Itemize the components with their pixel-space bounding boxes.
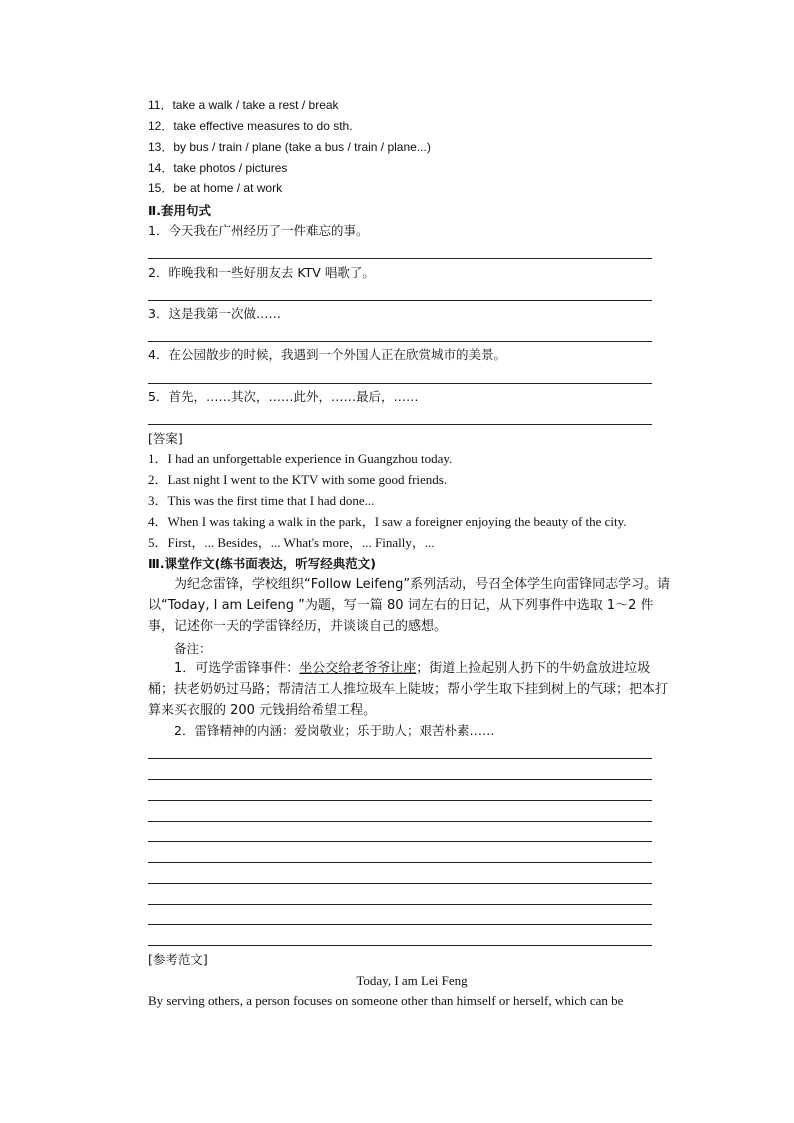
answer-line: [148, 258, 652, 259]
note-item: 2．雷锋精神的内涵：爱岗敬业；乐于助人；艰苦朴素……: [174, 723, 495, 738]
phrase-item: 12．take effective measures to do sth.: [148, 119, 353, 133]
answer-heading: [答案]: [148, 431, 183, 446]
answer-item: 1．I had an unforgettable experience in Guangzhou today.: [148, 451, 453, 466]
section-heading: Ⅱ.套用句式: [148, 203, 211, 218]
phrase-item: 11．take a walk / take a rest / break: [148, 98, 339, 112]
writing-line: [148, 883, 652, 884]
essay-title: Today, I am Lei Feng: [356, 973, 468, 988]
sentence-prompt: 4．在公园散步的时候，我遇到一个外国人正在欣赏城市的美景。: [148, 347, 506, 362]
writing-line: [148, 758, 652, 759]
writing-line: [148, 821, 652, 822]
phrase-item: 15．be at home / at work: [148, 181, 283, 195]
section-heading: Ⅲ.课堂作文(练书面表达，听写经典范文): [148, 556, 376, 571]
writing-line: [148, 924, 652, 925]
writing-line: [148, 779, 652, 780]
note-item-underlined: 坐公交给老爷爷让座: [299, 661, 417, 676]
sentence-prompt: 5．首先，……其次，……此外，……最后，……: [148, 389, 419, 404]
answer-line: [148, 424, 652, 425]
phrase-item: 13．by bus / train / plane (take a bus / train / plane...): [148, 140, 431, 154]
sentence-prompt: 3．这是我第一次做……: [148, 306, 281, 321]
note-item: [148, 658, 676, 721]
answer-item: 2．Last night I went to the KTV with some good friends.: [148, 472, 448, 487]
answer-item: 3．This was the first time that I had done...: [148, 493, 375, 508]
writing-prompt: 为纪念雷锋，学校组织“Follow Leifeng”系列活动，号召全体学生向雷锋同志学习。请以“Today, I am Leifeng ”为题，写一篇 80 词左右的日记，从下列事件中选取 1～2 件事，记述你一天的学雷锋经历，并谈谈自己的感想。: [148, 577, 671, 634]
writing-line: [148, 945, 652, 946]
writing-line: [148, 862, 652, 863]
writing-line: [148, 904, 652, 905]
answer-item: 4．When I was taking a walk in the park，I saw a foreigner enjoying the beauty of the city.: [148, 514, 627, 529]
note-item-prefix: 1．可选学雷锋事件：: [174, 661, 300, 676]
note-heading: 备注：: [174, 641, 212, 656]
answer-item: 5．First，... Besides，... What's more，... Finally，...: [148, 535, 435, 550]
answer-line: [148, 300, 652, 301]
answer-line: [148, 383, 652, 384]
reference-heading: [参考范文]: [148, 952, 208, 967]
phrase-item: 14．take photos / pictures: [148, 161, 288, 175]
essay-text: By serving others, a person focuses on someone other than himself or herself, which can be: [148, 993, 624, 1008]
answer-line: [148, 341, 652, 342]
note-item-rest: ；街道上捡起别人扔下的牛奶盒放进垃圾桶；扶老奶奶过马路；帮清洁工人推垃圾车上陡坡；帮小学生取下挂到树上的气球；把本打算来买衣服的 200 元钱捐给希望工程。: [148, 661, 669, 718]
sentence-prompt: 2．昨晚我和一些好朋友去 KTV 唱歌了。: [148, 265, 375, 280]
sentence-prompt: 1．今天我在广州经历了一件难忘的事。: [148, 223, 369, 238]
writing-line: [148, 841, 652, 842]
writing-line: [148, 800, 652, 801]
